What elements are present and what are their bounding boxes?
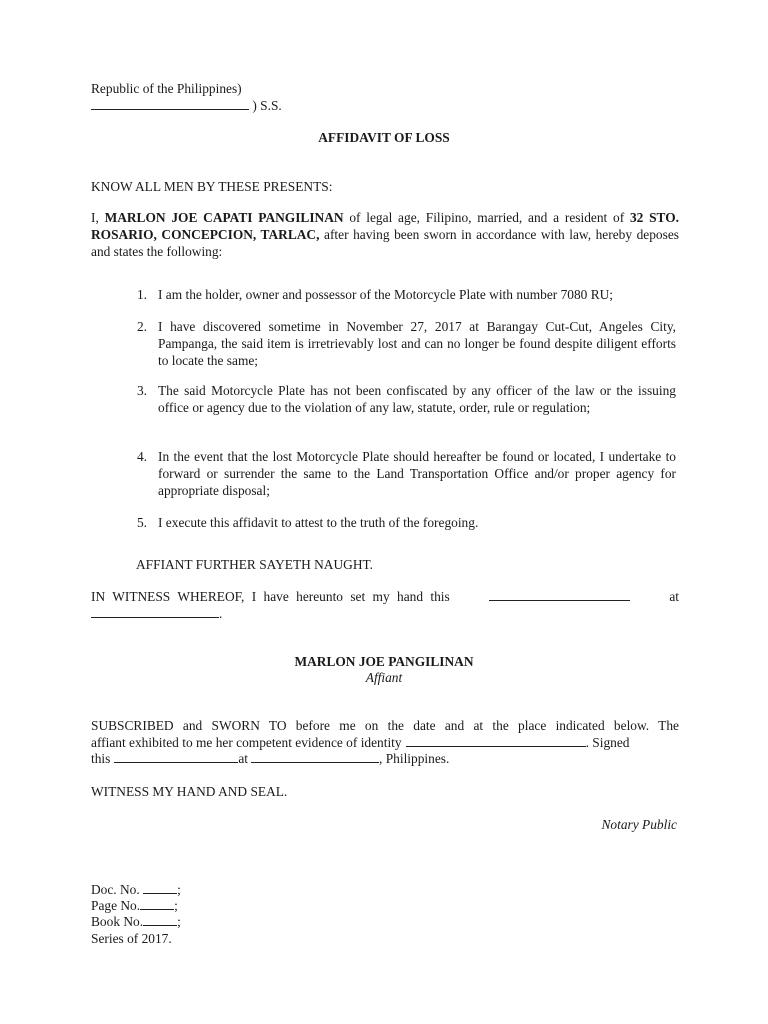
affiant-address: 32 STO. ROSARIO, CONCEPCION, TARLAC, (91, 210, 679, 242)
jurat-this-text: this (91, 751, 111, 766)
jurat-philippines-text: , Philippines. (379, 751, 450, 766)
opening-line: KNOW ALL MEN BY THESE PRESENTS: (91, 179, 333, 194)
jurat-identity-text: affiant exhibited to me her competent evidence of identity (91, 735, 402, 750)
book-no-label: Book No. (91, 914, 144, 929)
list-item: I am the holder, owner and possessor of the Motorcycle Plate with number 7080 RU; (158, 287, 614, 302)
place-blank (91, 606, 219, 618)
witness-seal: WITNESS MY HAND AND SEAL. (91, 784, 288, 799)
item-number: 4. (136, 449, 147, 464)
venue-blank (91, 98, 249, 110)
list-item: In the event that the lost Motorcycle Plate should hereafter be found or located, I undertake to forward or surrender the same to the Land Transportation Office and/or proper agency for appropriate disposal; (158, 449, 676, 498)
item-number: 1. (136, 287, 147, 302)
list-item: The said Motorcycle Plate has not been confiscated by any officer of the law or the issuing office or agency due to the violation of any law, statute, order, rule or regulation; (158, 383, 676, 415)
jurat-place-blank (251, 751, 379, 763)
notary-public-label: Notary Public (601, 817, 677, 832)
doc-no-line: Doc. No. ; (91, 882, 181, 897)
jurat-line-2 (91, 734, 679, 751)
further-sayeth: AFFIANT FURTHER SAYETH NAUGHT. (136, 557, 374, 572)
book-no-line: Book No. ; (91, 914, 181, 929)
witness-at-text: at (669, 589, 679, 604)
page-no-label: Page No. (91, 898, 141, 913)
affiant-name: MARLON JOE PANGILINAN (294, 654, 474, 669)
jurat-line-3 (91, 750, 449, 767)
item-number: 2. (136, 319, 147, 334)
intro-text-3: after having been sworn in accordance with law, hereby deposes and states the following: (91, 227, 679, 259)
jurat-signed-text: . Signed (585, 735, 630, 750)
ss-text: ) S.S. (249, 98, 282, 113)
doc-no-label: Doc. No. (91, 882, 140, 897)
republic-line (91, 80, 242, 97)
intro-text-1: I, (91, 210, 105, 225)
affiant-label: Affiant (365, 670, 403, 685)
period: . (219, 606, 223, 621)
jurat-at-text: at (238, 751, 249, 766)
jurat-line-1: SUBSCRIBED and SWORN TO before me on the date and at the place indicated below. The (91, 718, 679, 733)
document-title: AFFIDAVIT OF LOSS (318, 130, 450, 145)
witness-clause-text: IN WITNESS WHEREOF, I have hereunto set my hand this (91, 589, 450, 604)
intro-paragraph (91, 209, 679, 260)
item-number: 3. (136, 383, 147, 398)
date-blank (489, 589, 630, 601)
series-line: Series of 2017. (91, 931, 172, 946)
venue-line (91, 97, 282, 114)
republic-text: Republic of the Philippines) (91, 81, 242, 96)
identity-blank (406, 735, 586, 747)
page-no-blank (140, 898, 174, 910)
jurat-date-blank (114, 751, 238, 763)
doc-no-blank (143, 882, 177, 894)
book-no-blank (143, 914, 177, 926)
item-number: 5. (136, 515, 147, 530)
list-item: I execute this affidavit to attest to the truth of the foregoing. (158, 515, 479, 530)
page-no-line: Page No. ; (91, 898, 178, 913)
witness-clause (91, 588, 679, 605)
affiant-full-name: MARLON JOE CAPATI PANGILINAN (104, 210, 344, 225)
place-line (91, 605, 222, 622)
list-item: I have discovered sometime in November 27, 2017 at Barangay Cut-Cut, Angeles City, Pampanga, the said item is irretrievably lost and can no longer be found despite diligent efforts to locate the same; (158, 319, 676, 368)
intro-text-2: of legal age, Filipino, married, and a resident of (343, 210, 630, 225)
